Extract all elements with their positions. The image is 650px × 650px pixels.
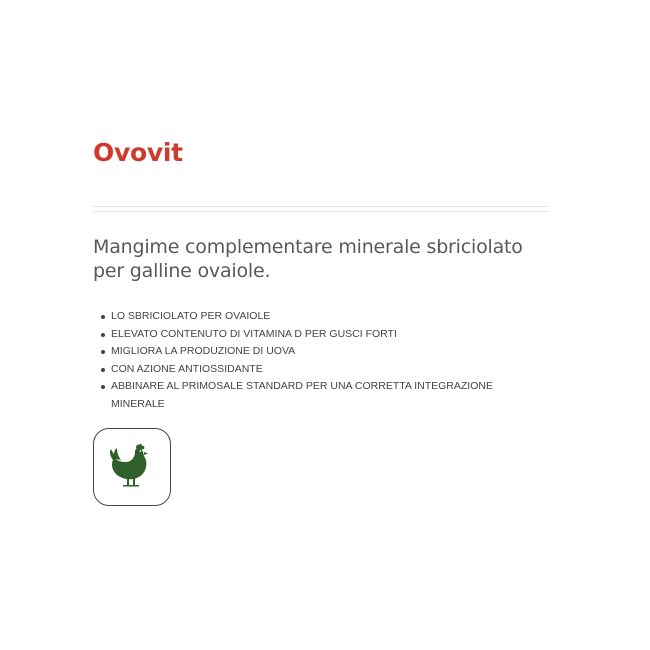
bullet-icon	[101, 385, 105, 389]
feature-item	[111, 361, 541, 379]
product-title: Ovovit	[93, 138, 183, 167]
feature-text: MIGLIORA LA PRODUZIONE DI UOVA	[111, 345, 296, 357]
feature-list	[93, 308, 541, 413]
hen-badge	[93, 428, 171, 506]
hen-icon	[109, 442, 155, 492]
bullet-icon	[101, 333, 105, 337]
bullet-icon	[101, 350, 105, 354]
product-subtitle: Mangime complementare minerale sbriciolato per galline ovaiole.	[93, 236, 523, 282]
feature-item	[111, 343, 541, 361]
feature-text: CON AZIONE ANTIOSSIDANTE	[111, 362, 263, 375]
divider	[93, 206, 548, 207]
bullet-icon	[101, 315, 105, 319]
feature-item	[111, 326, 541, 344]
feature-item	[111, 308, 541, 326]
divider	[93, 211, 548, 212]
feature-text: LO SBRICIOLATO PER OVAIOLE	[111, 310, 271, 322]
feature-text: ABBINARE AL PRIMOSALE STANDARD PER UNA CORRETTA INTEGRAZIONE MINERALE	[111, 380, 493, 410]
feature-text: ELEVATO CONTENUTO DI VITAMINA D PER GUSCI FORTI	[111, 327, 397, 340]
feature-item	[111, 378, 541, 413]
bullet-icon	[101, 368, 105, 372]
